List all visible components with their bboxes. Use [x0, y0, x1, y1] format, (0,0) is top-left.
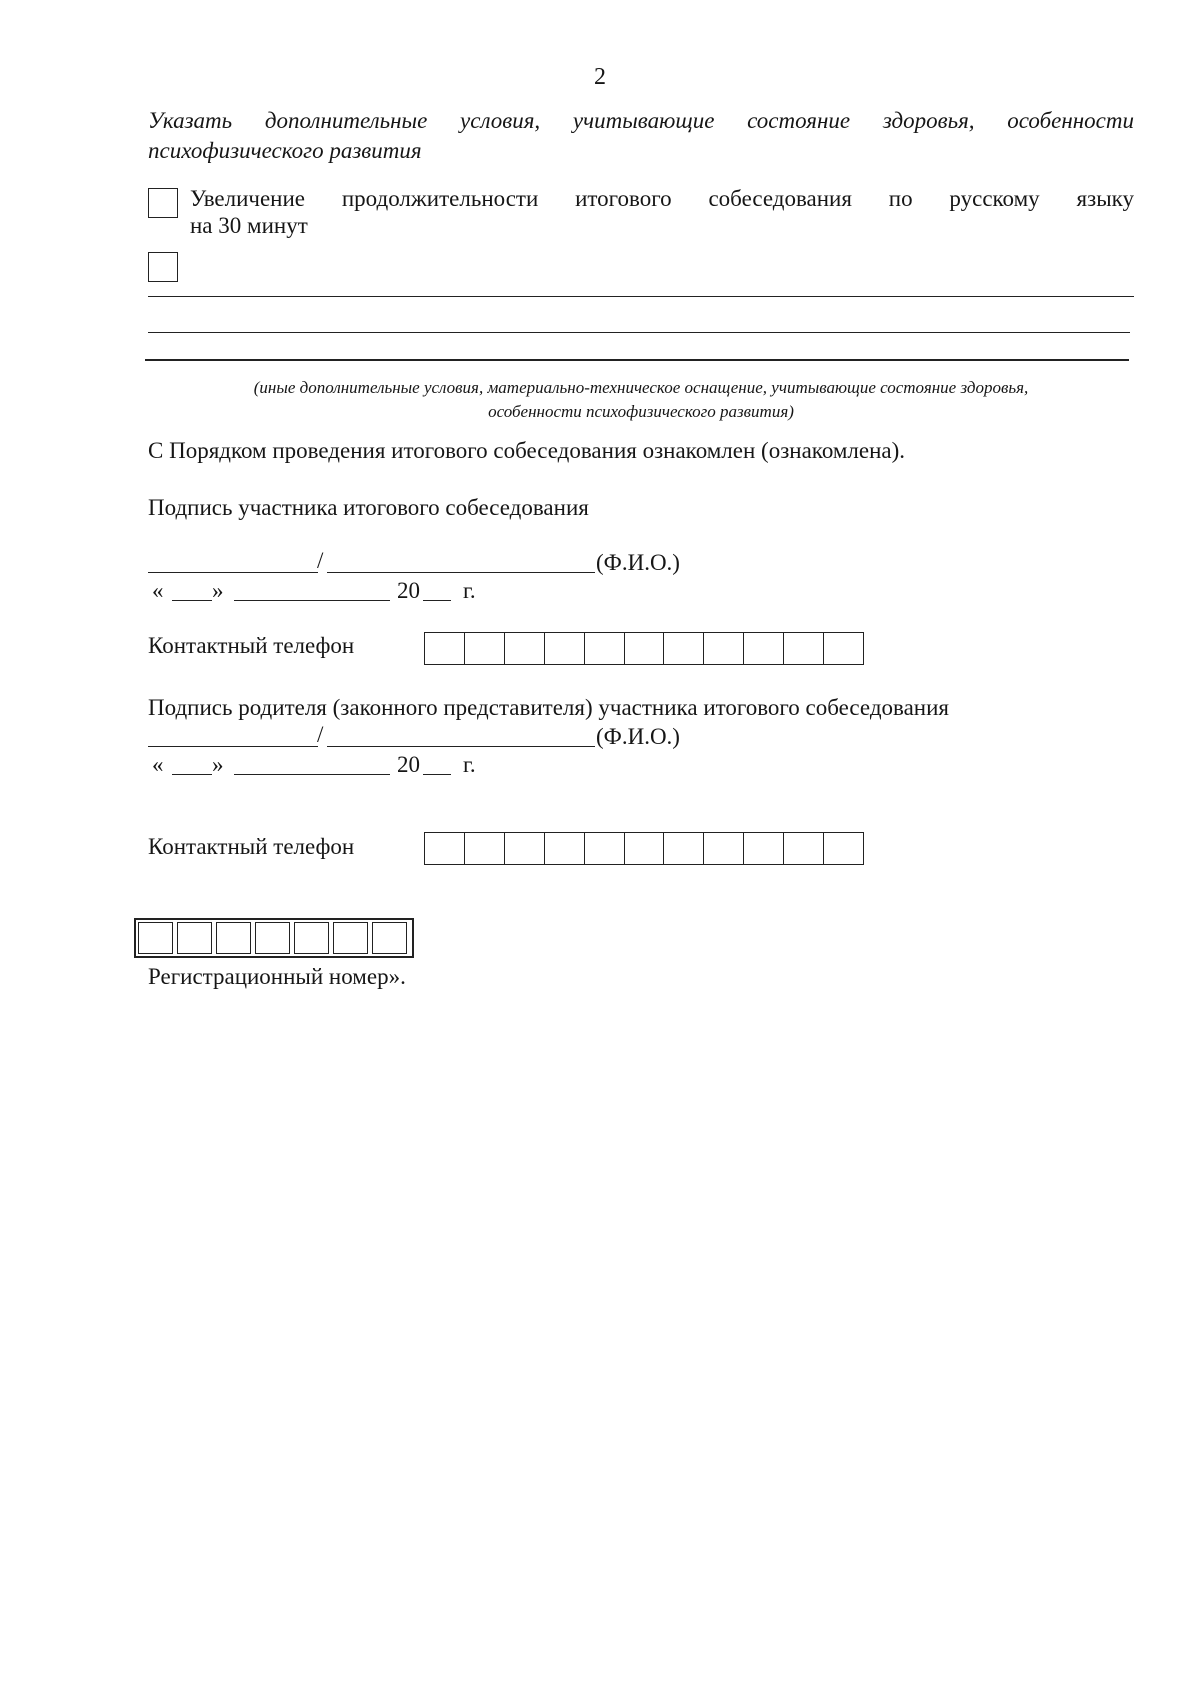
- extended-time-label-line2: на 30 минут: [190, 213, 308, 238]
- participant-date-quote-close: »: [212, 578, 224, 603]
- participant-phone-field[interactable]: [424, 632, 864, 665]
- parent-phone-field[interactable]: [424, 832, 864, 865]
- phone-digit-cell[interactable]: [824, 633, 863, 664]
- parent-date-year-prefix: 20: [397, 752, 420, 777]
- participant-date-year-suffix: г.: [463, 578, 476, 603]
- phone-digit-cell[interactable]: [664, 633, 704, 664]
- phone-digit-cell[interactable]: [784, 833, 824, 864]
- parent-fio-field[interactable]: [327, 746, 595, 747]
- registration-digit-cell[interactable]: [177, 922, 212, 954]
- phone-digit-cell[interactable]: [704, 833, 744, 864]
- phone-digit-cell[interactable]: [744, 833, 784, 864]
- participant-fio-field[interactable]: [327, 572, 595, 573]
- extended-time-checkbox[interactable]: [148, 188, 178, 218]
- parent-fio-caption: (Ф.И.О.): [596, 724, 680, 749]
- phone-digit-cell[interactable]: [465, 833, 505, 864]
- participant-phone-label: Контактный телефон: [148, 633, 355, 658]
- parent-date-quote-open: «: [152, 752, 164, 777]
- registration-number-field[interactable]: [134, 918, 414, 958]
- participant-signature-label: Подпись участника итогового собеседования: [148, 495, 589, 520]
- phone-digit-cell[interactable]: [625, 633, 665, 664]
- registration-digit-cell[interactable]: [372, 922, 407, 954]
- participant-date-day-field[interactable]: [172, 600, 212, 601]
- parent-date-day-field[interactable]: [172, 774, 212, 775]
- registration-digit-cell[interactable]: [138, 922, 173, 954]
- parent-date-month-field[interactable]: [234, 774, 390, 775]
- phone-digit-cell[interactable]: [625, 833, 665, 864]
- participant-date-year-prefix: 20: [397, 578, 420, 603]
- phone-digit-cell[interactable]: [585, 833, 625, 864]
- phone-digit-cell[interactable]: [545, 633, 585, 664]
- parent-signature-slash: /: [317, 722, 324, 747]
- registration-digit-cell[interactable]: [255, 922, 290, 954]
- phone-digit-cell[interactable]: [505, 633, 545, 664]
- participant-date-quote-open: «: [152, 578, 164, 603]
- phone-digit-cell[interactable]: [505, 833, 545, 864]
- caption-line2: особенности психофизического развития): [488, 402, 794, 421]
- intro-text-line1: Указать дополнительные условия, учитывающие состояние здоровья, особенности: [148, 108, 1134, 133]
- acquainted-statement: С Порядком проведения итогового собеседования ознакомлен (ознакомлена).: [148, 438, 906, 463]
- parent-phone-label: Контактный телефон: [148, 834, 355, 859]
- registration-digit-cell[interactable]: [333, 922, 368, 954]
- phone-digit-cell[interactable]: [784, 633, 824, 664]
- other-conditions-caption: [148, 376, 1134, 424]
- participant-date-month-field[interactable]: [234, 600, 390, 601]
- other-conditions-line-3[interactable]: [145, 359, 1129, 361]
- phone-digit-cell[interactable]: [465, 633, 505, 664]
- parent-signature-label: Подпись родителя (законного представителя) участника итогового собеседования: [148, 695, 949, 720]
- phone-digit-cell[interactable]: [585, 633, 625, 664]
- other-conditions-line-2[interactable]: [148, 332, 1130, 333]
- intro-text-line2: психофизического развития: [148, 138, 422, 163]
- parent-date-year-suffix: г.: [463, 752, 476, 777]
- caption-line1: (иные дополнительные условия, материально-техническое оснащение, учитывающие состояние здоровья,: [253, 378, 1029, 397]
- parent-date-quote-close: »: [212, 752, 224, 777]
- phone-digit-cell[interactable]: [704, 633, 744, 664]
- registration-digit-cell[interactable]: [216, 922, 251, 954]
- other-conditions-line-1[interactable]: [148, 296, 1134, 297]
- phone-digit-cell[interactable]: [744, 633, 784, 664]
- registration-number-label: Регистрационный номер».: [148, 964, 406, 989]
- registration-digit-cell[interactable]: [294, 922, 329, 954]
- participant-fio-caption: (Ф.И.О.): [596, 550, 680, 575]
- phone-digit-cell[interactable]: [545, 833, 585, 864]
- extended-time-label-line1: Увеличение продолжительности итогового собеседования по русскому языку: [190, 186, 1134, 211]
- page-number: 2: [594, 64, 606, 90]
- parent-signature-field[interactable]: [148, 746, 318, 747]
- phone-digit-cell[interactable]: [425, 633, 465, 664]
- participant-signature-field[interactable]: [148, 572, 318, 573]
- phone-digit-cell[interactable]: [824, 833, 863, 864]
- other-conditions-checkbox[interactable]: [148, 252, 178, 282]
- phone-digit-cell[interactable]: [664, 833, 704, 864]
- participant-date-year-field[interactable]: [423, 600, 451, 601]
- phone-digit-cell[interactable]: [425, 833, 465, 864]
- parent-date-year-field[interactable]: [423, 774, 451, 775]
- participant-signature-slash: /: [317, 548, 324, 573]
